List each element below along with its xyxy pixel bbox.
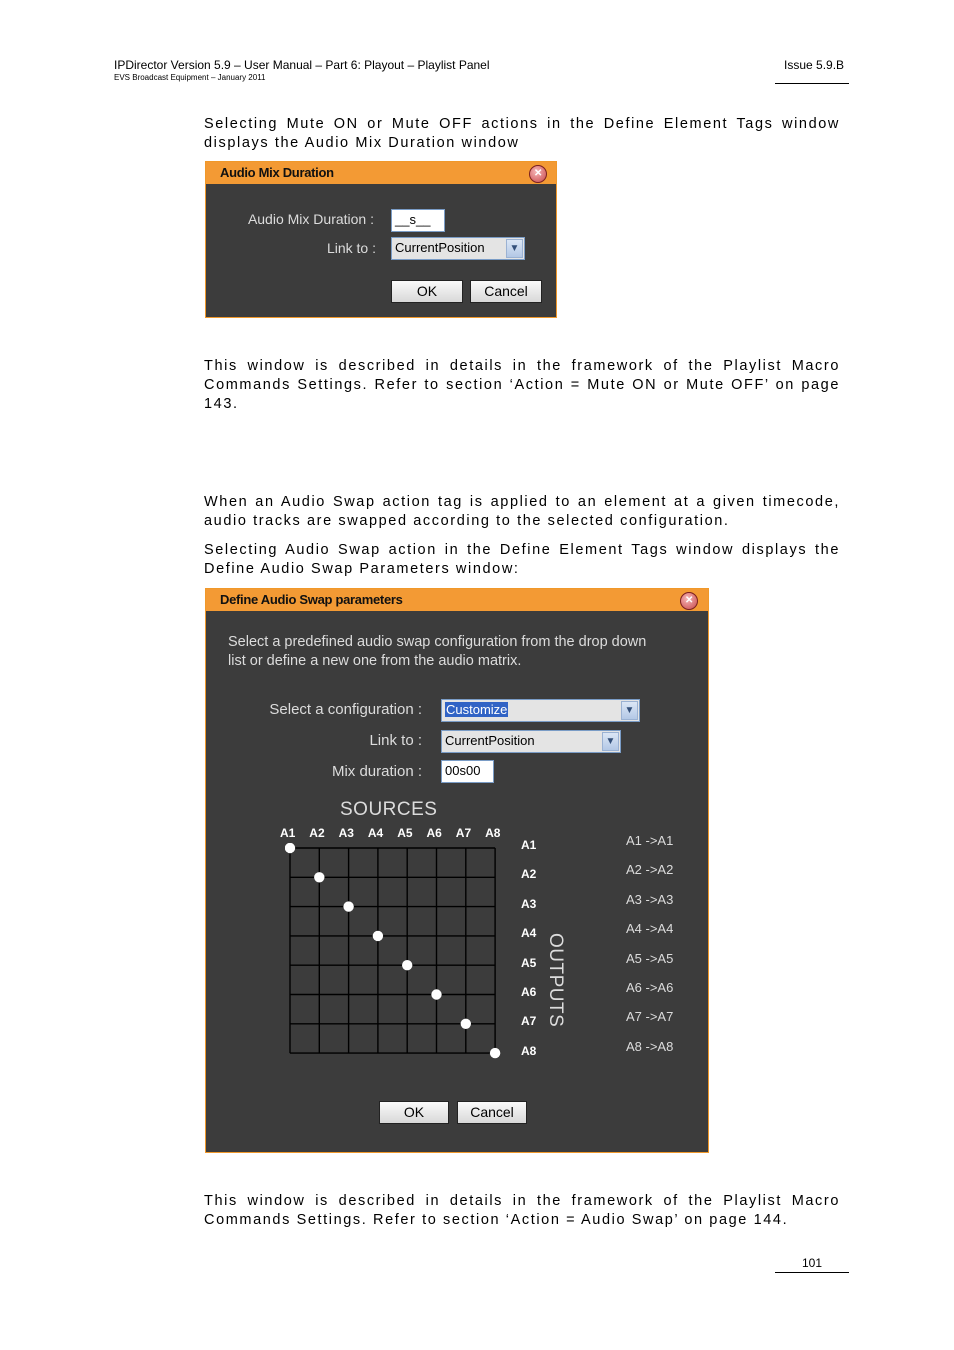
config-label: Select a configuration : (269, 701, 422, 718)
close-icon[interactable]: ✕ (529, 165, 547, 183)
ok-button[interactable]: OK (391, 280, 463, 303)
audio-swap-dialog (205, 588, 709, 1153)
output-label: A2 (521, 867, 537, 882)
output-label: A1 (521, 838, 537, 852)
source-label: A8 (485, 826, 501, 840)
matrix-route-dot[interactable] (285, 843, 295, 853)
close-icon[interactable]: ✕ (680, 592, 698, 610)
output-label: A5 (521, 955, 537, 970)
audio-mix-duration-dialog (205, 161, 557, 318)
matrix-route-dot[interactable] (402, 960, 412, 970)
chevron-down-icon[interactable]: ▼ (602, 732, 619, 751)
matrix-route-dot[interactable] (314, 872, 324, 882)
dialog-title: Define Audio Swap parameters (220, 592, 403, 607)
link-select[interactable] (391, 237, 525, 260)
dialog-title: Audio Mix Duration (220, 165, 334, 180)
output-label: A6 (521, 985, 537, 999)
duration-label: Audio Mix Duration : (247, 211, 374, 227)
link-select[interactable] (441, 730, 621, 753)
source-label: A6 (426, 826, 442, 840)
link-select-value: CurrentPosition (445, 733, 535, 748)
mapping-label: A5 ->A5 (626, 950, 674, 966)
paragraph-mute-intro: Selecting Mute ON or Mute OFF actions in the Define Element Tags window displays the Audio Mix Duration window (204, 116, 840, 151)
footer-rule (775, 1272, 849, 1273)
cancel-button[interactable]: Cancel (457, 1101, 527, 1124)
mix-duration-input[interactable]: 00s00 (441, 760, 494, 783)
paragraph-swap-reference: This window is described in details in the framework of the Playlist Macro Commands Settings. Refer to section ‘Action = Audio Swap’ on page 144. (204, 1193, 840, 1228)
output-label: A7 (521, 1014, 537, 1029)
document-subtitle: EVS Broadcast Equipment – January 2011 (114, 73, 266, 82)
source-label: A7 (455, 826, 472, 840)
matrix-route-dot[interactable] (431, 989, 441, 999)
source-label: A4 (367, 826, 384, 840)
mapping-label: A3 ->A3 (626, 891, 674, 907)
source-label: A1 (280, 826, 296, 840)
ok-button[interactable]: OK (379, 1101, 449, 1124)
source-label: A5 (397, 826, 413, 840)
mix-duration-label: Mix duration : (331, 763, 422, 780)
chevron-down-icon[interactable]: ▼ (621, 701, 638, 720)
matrix-route-dot[interactable] (343, 901, 353, 911)
mapping-label: A4 ->A4 (626, 921, 674, 937)
dialog-description: Select a predefined audio swap configuration from the drop down list or define a new one from the audio matrix. (228, 634, 647, 669)
output-label: A4 (521, 926, 537, 941)
source-label: A3 (338, 826, 354, 840)
cancel-button[interactable]: Cancel (470, 280, 542, 303)
matrix-route-dot[interactable] (461, 1019, 471, 1029)
dialog-title-bar (206, 162, 556, 184)
mapping-label: A8 ->A8 (626, 1038, 674, 1054)
duration-input[interactable]: __s__ (391, 209, 445, 232)
header-rule (775, 83, 849, 84)
paragraph-mute-reference: This window is described in details in the framework of the Playlist Macro Commands Settings. Refer to section ‘Action = Mute ON or Mute OFF’ on page 143. (204, 358, 840, 412)
link-label: Link to : (326, 240, 376, 256)
source-label: A2 (309, 826, 325, 840)
outputs-title: OUTPUTS (545, 933, 566, 1028)
dialog-title-bar (206, 589, 708, 611)
matrix-route-dot[interactable] (373, 931, 383, 941)
paragraph-swap-intro: When an Audio Swap action tag is applied to an element at a given timecode, audio tracks are swapped according to the selected configuration. (204, 494, 840, 529)
sources-title: SOURCES (340, 799, 438, 820)
mapping-label: A2 ->A2 (626, 862, 674, 878)
link-label: Link to : (369, 732, 422, 749)
matrix-route-dot[interactable] (490, 1048, 500, 1058)
issue-number: Issue 5.9.B (784, 58, 845, 72)
mapping-label: A7 ->A7 (626, 1009, 674, 1025)
link-select-value: CurrentPosition (395, 240, 485, 255)
paragraph-swap-window: Selecting Audio Swap action in the Define Element Tags window displays the Define Audio Swap Parameters window: (204, 542, 840, 577)
output-label: A8 (521, 1043, 537, 1058)
document-title: IPDirector Version 5.9 – User Manual – Part 6: Playout – Playlist Panel (114, 58, 490, 72)
config-select[interactable] (441, 699, 640, 722)
mapping-label: A6 ->A6 (626, 980, 674, 995)
config-select-value: Customize (446, 702, 508, 717)
page-number: 101 (801, 1256, 823, 1270)
audio-swap-matrix[interactable] (285, 843, 501, 1059)
output-label: A3 (521, 896, 537, 911)
mapping-label: A1 ->A1 (626, 833, 674, 848)
chevron-down-icon[interactable]: ▼ (506, 239, 523, 258)
